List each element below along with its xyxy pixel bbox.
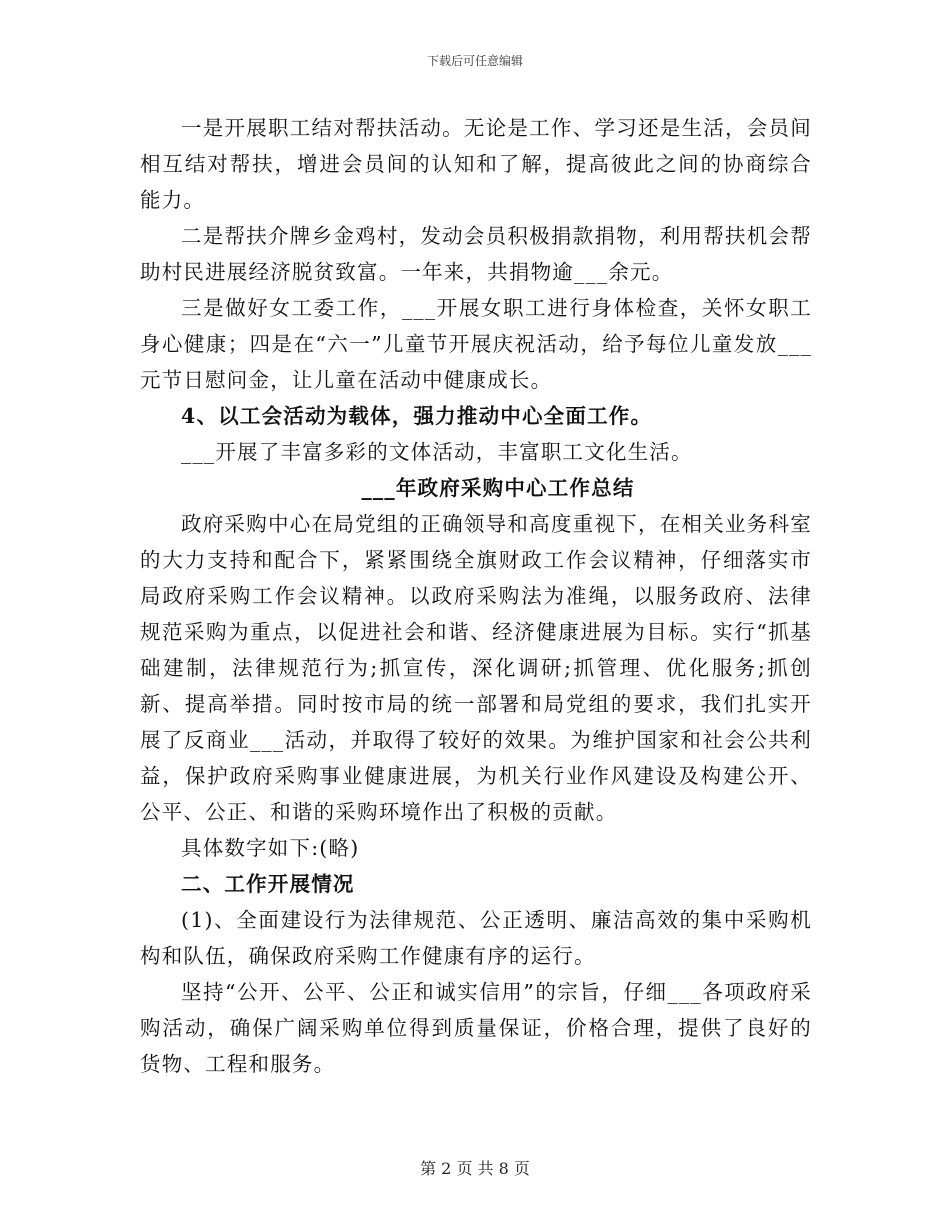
paragraph-employee-pairing: 一是开展职工结对帮扶活动。无论是工作、学习还是生活，会员间相互结对帮扶，增进会员间的认知和了解，提高彼此之间的协商综合能力。 (140, 116, 812, 212)
paragraph-procurement-overview: 政府采购中心在局党组的正确领导和高度重视下，在相关业务科室的大力支持和配合下，紧紧围绕全旗财政工作会议精神，仔细落实市局政府采购工作会议精神。以政府采购法为准绳，以服务政府、法律规范采购为重点，以促进社会和谐、经济健康进展为目标。实行“抓基础建制，法律规范行为;抓宣传，深化调研;抓管理、优化服务;抓创新、提高举措。同时按市局的统一部署和局党组的要求，我们扎实开展了反商业___活动，并取得了较好的效果。为维护国家和社会公共利益，保护政府采购事业健康进展，为机关行业作风建设及构建公开、公平、公正、和谐的采购环境作出了积极的贡献。 (140, 512, 812, 824)
page-footer: 第 2 页 共 8 页 (420, 1159, 530, 1178)
paragraph-institution-building: (1)、全面建设行为法律规范、公正透明、廉洁高效的集中采购机构和队伍，确保政府采购工作健康有序的运行。 (140, 908, 812, 968)
paragraph-women-committee: 三是做好女工委工作，___开展女职工进行身体检查，关怀女职工身心健康；四是在“六一”儿童节开展庆祝活动，给予每位儿童发放___元节日慰问金，让儿童在活动中健康成长。 (140, 296, 812, 392)
section-heading-work-progress: 二、工作开展情况 (181, 872, 355, 896)
page-header: 下载后可任意编辑 (426, 54, 523, 68)
document-title: ___年政府采购中心工作总结 (361, 476, 635, 500)
paragraph-principles: 坚持“公开、公平、公正和诚实信用”的宗旨，仔细___各项政府采购活动，确保广阔采购单位得到质量保证，价格合理，提供了良好的货物、工程和服务。 (140, 980, 812, 1076)
document-body (140, 110, 812, 1082)
paragraph-figures: 具体数字如下:(略) (181, 836, 360, 860)
section-heading-union-activities: 4、以工会活动为载体，强力推动中心全面工作。 (181, 404, 653, 428)
paragraph-cultural-activities: ___开展了丰富多彩的文体活动，丰富职工文化生活。 (181, 440, 693, 464)
paragraph-village-aid: 二是帮扶介牌乡金鸡村，发动会员积极捐款捐物，利用帮扶机会帮助村民进展经济脱贫致富。一年来，共捐物逾___余元。 (140, 224, 812, 284)
